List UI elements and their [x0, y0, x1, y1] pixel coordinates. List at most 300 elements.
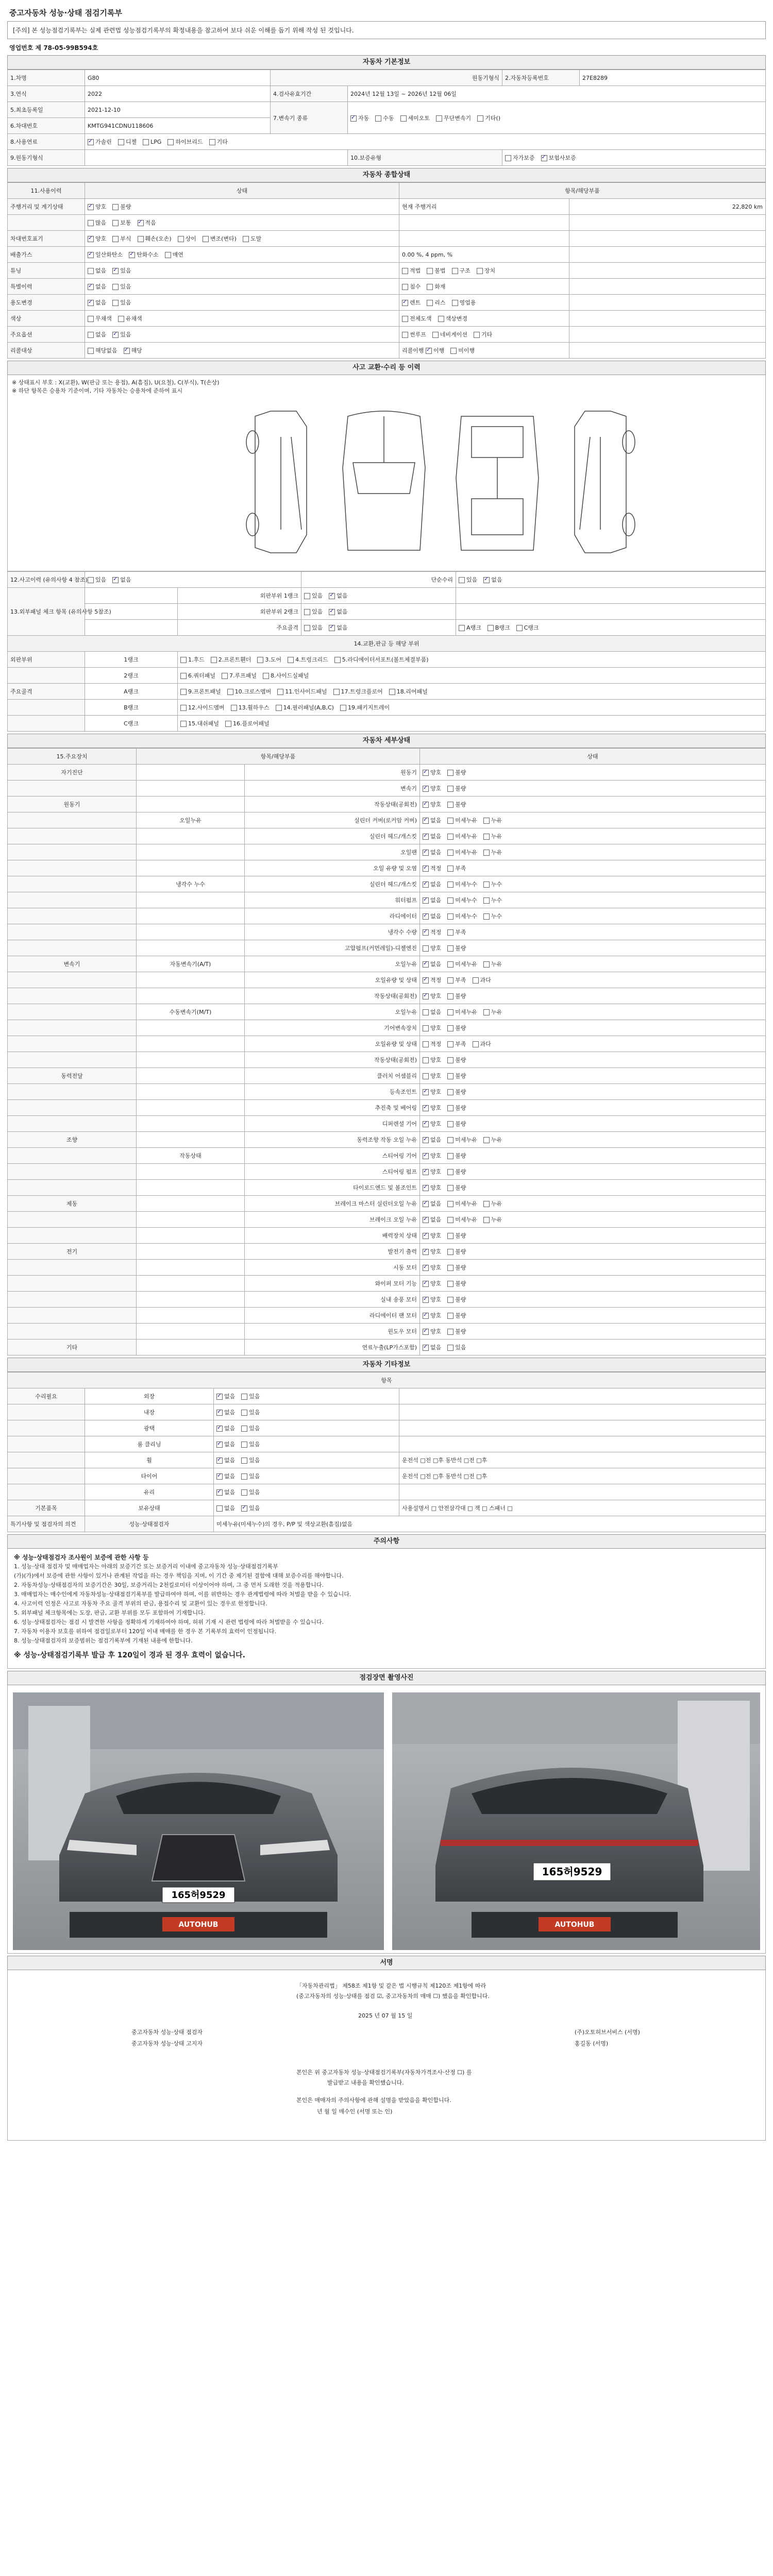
checkbox[interactable]: [423, 1345, 429, 1351]
checkbox[interactable]: [447, 834, 453, 840]
detail-state-option[interactable]: ✓ 없음: [423, 912, 441, 920]
checkbox[interactable]: [474, 332, 480, 338]
checkbox[interactable]: [423, 1169, 429, 1175]
checkbox[interactable]: [447, 1313, 453, 1319]
general-extra-option[interactable]: 색상변경: [438, 314, 468, 323]
general-option[interactable]: ✓ 적음: [138, 218, 156, 227]
transmission-options-option[interactable]: 무단변속기: [436, 114, 471, 122]
sign-buyer-fields[interactable]: 년 월 일 매수인 (서명 또는 인): [317, 2108, 393, 2115]
general-option[interactable]: 없음: [88, 266, 106, 275]
checkbox[interactable]: [423, 1105, 429, 1111]
detail-state-option[interactable]: 불량: [447, 1056, 466, 1064]
checkbox[interactable]: [241, 1489, 247, 1496]
checkbox[interactable]: [180, 657, 187, 663]
checkbox[interactable]: [473, 1041, 479, 1047]
checkbox[interactable]: [88, 268, 94, 274]
detail-state-option[interactable]: 불량: [447, 944, 466, 952]
checkbox[interactable]: [241, 1410, 247, 1416]
detail-state-option[interactable]: 누유: [483, 960, 502, 968]
checkbox[interactable]: [112, 300, 119, 306]
checkbox[interactable]: [447, 1233, 453, 1239]
checkbox[interactable]: [180, 689, 187, 695]
checkbox[interactable]: [241, 1473, 247, 1480]
other-state-option[interactable]: ✓ 없음: [216, 1456, 235, 1464]
checkbox[interactable]: [423, 1185, 429, 1191]
general-option[interactable]: 매연: [165, 250, 183, 259]
general-extra-option[interactable]: 썬루프: [402, 330, 426, 338]
other-state-option[interactable]: ✓ 없음: [216, 1392, 235, 1400]
general-option[interactable]: ✓ 있음: [112, 330, 131, 338]
general-extra-option[interactable]: 네비게이션: [432, 330, 467, 338]
general-extra-option[interactable]: 불법: [427, 266, 445, 275]
other-state-option[interactable]: 있음: [241, 1456, 260, 1464]
general-extra-option[interactable]: 적법: [402, 266, 421, 275]
detail-state-option[interactable]: 불량: [447, 1183, 466, 1192]
detail-state-option[interactable]: 불량: [447, 1024, 466, 1032]
detail-state-option[interactable]: 누수: [483, 896, 502, 904]
checkbox[interactable]: [447, 1201, 453, 1207]
checkbox[interactable]: [88, 204, 94, 210]
detail-state-option[interactable]: ✓ 양호: [423, 1327, 441, 1335]
detail-state-option[interactable]: ✓ 양호: [423, 992, 441, 1000]
detail-state-option[interactable]: 불량: [447, 784, 466, 792]
checkbox[interactable]: [436, 115, 442, 122]
checkbox[interactable]: [118, 139, 124, 145]
detail-state-option[interactable]: 미세누수: [447, 896, 477, 904]
other-state-option[interactable]: ✓ 없음: [216, 1472, 235, 1480]
general-option[interactable]: 불량: [112, 202, 131, 211]
detail-state-option[interactable]: ✓ 양호: [423, 768, 441, 776]
checkbox[interactable]: [447, 770, 453, 776]
checkbox[interactable]: [88, 316, 94, 322]
detail-state-option[interactable]: 불량: [447, 1311, 466, 1319]
detail-state-option[interactable]: 미세누유: [447, 832, 477, 840]
checkbox[interactable]: [447, 1185, 453, 1191]
detail-state-option[interactable]: 불량: [447, 1279, 466, 1287]
detail-state-option[interactable]: 누유: [483, 1199, 502, 1208]
detail-state-option[interactable]: 불량: [447, 1167, 466, 1176]
checkbox[interactable]: [426, 348, 432, 354]
general-option[interactable]: 많음: [88, 218, 106, 227]
other-state-option[interactable]: ✓ 없음: [216, 1408, 235, 1416]
checkbox[interactable]: [241, 1426, 247, 1432]
checkbox[interactable]: [216, 1426, 223, 1432]
checkbox[interactable]: [423, 1249, 429, 1255]
detail-state-option[interactable]: 불량: [447, 1327, 466, 1335]
simple-repair-option[interactable]: ✓ 없음: [483, 575, 502, 584]
checkbox[interactable]: [231, 705, 237, 711]
detail-state-option[interactable]: ✓ 없음: [423, 960, 441, 968]
checkbox[interactable]: [505, 155, 511, 161]
detail-state-option[interactable]: ✓ 양호: [423, 1263, 441, 1272]
checkbox[interactable]: [447, 1345, 453, 1351]
checkbox[interactable]: [483, 1217, 490, 1223]
checkbox[interactable]: [350, 115, 357, 122]
other-state-option[interactable]: 없음: [216, 1504, 235, 1512]
checkbox[interactable]: [423, 818, 429, 824]
general-option[interactable]: ✓ 양호: [88, 234, 106, 243]
detail-state-option[interactable]: 누유: [483, 1215, 502, 1224]
general-option[interactable]: 있음: [112, 298, 131, 307]
detail-state-option[interactable]: ✓ 양호: [423, 1183, 441, 1192]
sign-inspector-value[interactable]: (주)오토허브서비스 (서명): [575, 2029, 640, 2036]
checkbox[interactable]: [88, 332, 94, 338]
checkbox[interactable]: [541, 155, 547, 161]
detail-state-option[interactable]: 미세누유: [447, 1215, 477, 1224]
detail-state-option[interactable]: ✓ 양호: [423, 784, 441, 792]
checkbox[interactable]: [483, 818, 490, 824]
general-extra-option[interactable]: 화재: [427, 282, 445, 291]
detail-state-option[interactable]: ✓ 없음: [423, 880, 441, 888]
general-option[interactable]: 해당없음: [88, 346, 117, 354]
checkbox[interactable]: [88, 236, 94, 242]
detail-state-option[interactable]: ✓ 양호: [423, 1295, 441, 1303]
checkbox[interactable]: [423, 1217, 429, 1223]
checkbox[interactable]: [423, 929, 429, 936]
detail-state-option[interactable]: 미세누유: [447, 848, 477, 856]
general-option[interactable]: 유채색: [118, 314, 142, 323]
transmission-options-option[interactable]: ✓ 자동: [350, 114, 369, 122]
detail-state-option[interactable]: 있음: [447, 1343, 466, 1351]
checkbox[interactable]: [423, 1073, 429, 1079]
checkbox[interactable]: [447, 929, 453, 936]
checkbox[interactable]: [447, 913, 453, 920]
checkbox[interactable]: [423, 897, 429, 904]
warranty-type-options-option[interactable]: ✓ 보험사보증: [541, 154, 576, 162]
checkbox[interactable]: [423, 977, 429, 984]
general-option[interactable]: 부식: [112, 234, 131, 243]
detail-state-option[interactable]: 누유: [483, 1136, 502, 1144]
checkbox[interactable]: [112, 220, 119, 226]
general-option[interactable]: 도말: [243, 234, 261, 243]
checkbox[interactable]: [118, 316, 124, 322]
checkbox[interactable]: [483, 1201, 490, 1207]
general-extra2-option[interactable]: 구조: [452, 266, 470, 275]
detail-state-option[interactable]: 불량: [447, 992, 466, 1000]
general-option[interactable]: 상이: [178, 234, 196, 243]
checkbox[interactable]: [483, 897, 490, 904]
detail-state-option[interactable]: ✓ 양호: [423, 1247, 441, 1256]
detail-state-option[interactable]: 누유: [483, 832, 502, 840]
detail-state-option[interactable]: ✓ 양호: [423, 1104, 441, 1112]
checkbox[interactable]: [112, 268, 119, 274]
checkbox[interactable]: [263, 673, 269, 679]
other-state-option[interactable]: 있음: [241, 1440, 260, 1448]
detail-state-option[interactable]: ✓ 없음: [423, 1215, 441, 1224]
checkbox[interactable]: [423, 945, 429, 952]
detail-state-option[interactable]: ✓ 양호: [423, 1151, 441, 1160]
checkbox[interactable]: [423, 1025, 429, 1031]
checkbox[interactable]: [423, 1313, 429, 1319]
transmission-options-option[interactable]: 세미오토: [400, 114, 430, 122]
checkbox[interactable]: [447, 1249, 453, 1255]
detail-state-option[interactable]: 불량: [447, 1151, 466, 1160]
detail-state-option[interactable]: ✓ 없음: [423, 896, 441, 904]
checkbox[interactable]: [334, 657, 341, 663]
checkbox[interactable]: [423, 1153, 429, 1159]
checkbox[interactable]: [423, 834, 429, 840]
other-state-option[interactable]: 있음: [241, 1488, 260, 1496]
detail-state-option[interactable]: 누유: [483, 816, 502, 824]
checkbox[interactable]: [241, 1442, 247, 1448]
detail-state-option[interactable]: 미세누수: [447, 880, 477, 888]
checkbox[interactable]: [216, 1489, 223, 1496]
checkbox[interactable]: [423, 1297, 429, 1303]
detail-state-option[interactable]: 미세누수: [447, 912, 477, 920]
checkbox[interactable]: [402, 284, 408, 290]
detail-state-option[interactable]: 불량: [447, 1295, 466, 1303]
checkbox[interactable]: [483, 834, 490, 840]
checkbox[interactable]: [447, 1297, 453, 1303]
checkbox[interactable]: [483, 961, 490, 968]
checkbox[interactable]: [124, 348, 130, 354]
detail-state-option[interactable]: ✓ 없음: [423, 1136, 441, 1144]
checkbox[interactable]: [423, 961, 429, 968]
fuel-options-option[interactable]: ✓ 가솔린: [88, 138, 112, 146]
checkbox[interactable]: [276, 705, 282, 711]
general-extra2-option[interactable]: 장치: [477, 266, 495, 275]
checkbox[interactable]: [211, 657, 217, 663]
general-extra-option[interactable]: ✓이행: [426, 346, 444, 354]
checkbox[interactable]: [423, 1057, 429, 1063]
detail-state-option[interactable]: 불량: [447, 1088, 466, 1096]
detail-state-option[interactable]: 불량: [447, 1072, 466, 1080]
detail-state-option[interactable]: ✓ 적정: [423, 976, 441, 984]
general-extra-option[interactable]: 침수: [402, 282, 421, 291]
checkbox[interactable]: [222, 673, 228, 679]
general-extra-option[interactable]: 기타: [474, 330, 492, 338]
checkbox[interactable]: [447, 1281, 453, 1287]
checkbox[interactable]: [129, 252, 135, 258]
detail-state-option[interactable]: 불량: [447, 1263, 466, 1272]
detail-state-option[interactable]: ✓ 없음: [423, 1343, 441, 1351]
checkbox[interactable]: [459, 577, 465, 583]
detail-state-option[interactable]: 과다: [473, 976, 491, 984]
checkbox[interactable]: [400, 115, 407, 122]
simple-repair-option[interactable]: 있음: [459, 575, 477, 584]
general-option[interactable]: ✓ 탄화수소: [129, 250, 159, 259]
checkbox[interactable]: [423, 1329, 429, 1335]
checkbox[interactable]: [423, 882, 429, 888]
checkbox[interactable]: [423, 1041, 429, 1047]
checkbox[interactable]: [423, 850, 429, 856]
checkbox[interactable]: [375, 115, 381, 122]
general-extra-option[interactable]: ✓ 렌트: [402, 298, 421, 307]
general-option[interactable]: 훼손(오손): [138, 234, 172, 243]
checkbox[interactable]: [423, 786, 429, 792]
detail-state-option[interactable]: 양호: [423, 944, 441, 952]
detail-state-option[interactable]: ✓ 없음: [423, 832, 441, 840]
checkbox[interactable]: [333, 689, 340, 695]
checkbox[interactable]: [180, 721, 187, 727]
checkbox[interactable]: [483, 882, 490, 888]
checkbox[interactable]: [423, 1121, 429, 1127]
checkbox[interactable]: [423, 770, 429, 776]
checkbox[interactable]: [216, 1442, 223, 1448]
checkbox[interactable]: [216, 1473, 223, 1480]
detail-state-option[interactable]: 불량: [447, 800, 466, 808]
detail-state-option[interactable]: 누유: [483, 848, 502, 856]
checkbox[interactable]: [447, 1089, 453, 1095]
checkbox[interactable]: [423, 1233, 429, 1239]
checkbox[interactable]: [447, 1041, 453, 1047]
checkbox[interactable]: [203, 236, 209, 242]
checkbox[interactable]: [241, 1505, 247, 1512]
checkbox[interactable]: [227, 689, 233, 695]
checkbox[interactable]: [112, 332, 119, 338]
fuel-options-option[interactable]: 하이브리드: [167, 138, 203, 146]
other-state-option[interactable]: ✓ 없음: [216, 1440, 235, 1448]
checkbox[interactable]: [447, 1009, 453, 1015]
detail-state-option[interactable]: ✓ 양호: [423, 1120, 441, 1128]
checkbox[interactable]: [447, 802, 453, 808]
checkbox[interactable]: [477, 115, 483, 122]
checkbox[interactable]: [447, 1153, 453, 1159]
checkbox[interactable]: [241, 1394, 247, 1400]
checkbox[interactable]: [88, 577, 94, 583]
detail-state-option[interactable]: ✓ 양호: [423, 1311, 441, 1319]
checkbox[interactable]: [423, 1281, 429, 1287]
transmission-options-option[interactable]: 기타(): [477, 114, 500, 122]
general-extra-option[interactable]: 미이행: [450, 346, 475, 354]
checkbox[interactable]: [423, 1201, 429, 1207]
checkbox[interactable]: [447, 1265, 453, 1271]
checkbox[interactable]: [447, 961, 453, 968]
detail-state-option[interactable]: 불량: [447, 768, 466, 776]
detail-state-option[interactable]: 미세누유: [447, 1008, 477, 1016]
detail-state-option[interactable]: ✓ 양호: [423, 1088, 441, 1096]
checkbox[interactable]: [165, 252, 171, 258]
checkbox[interactable]: [423, 1009, 429, 1015]
general-option[interactable]: 보통: [112, 218, 131, 227]
detail-state-option[interactable]: 양호: [423, 1056, 441, 1064]
checkbox[interactable]: [288, 657, 294, 663]
checkbox[interactable]: [447, 866, 453, 872]
fuel-options-option[interactable]: 기타: [209, 138, 228, 146]
other-state-option[interactable]: ✓ 있음: [241, 1504, 260, 1512]
detail-state-option[interactable]: 누유: [483, 1008, 502, 1016]
checkbox[interactable]: [447, 945, 453, 952]
checkbox[interactable]: [427, 300, 433, 306]
checkbox[interactable]: [88, 252, 94, 258]
checkbox[interactable]: [483, 850, 490, 856]
warranty-type-options-option[interactable]: 자가보증: [505, 154, 535, 162]
detail-state-option[interactable]: 불량: [447, 1247, 466, 1256]
detail-state-option[interactable]: 누수: [483, 912, 502, 920]
checkbox[interactable]: [447, 1121, 453, 1127]
general-option[interactable]: ✓ 일산화탄소: [88, 250, 123, 259]
general-option[interactable]: ✓ 있음: [112, 266, 131, 275]
checkbox[interactable]: [447, 1105, 453, 1111]
checkbox[interactable]: [340, 705, 346, 711]
checkbox[interactable]: [402, 332, 408, 338]
checkbox[interactable]: [447, 1217, 453, 1223]
detail-state-option[interactable]: 미세누유: [447, 1199, 477, 1208]
other-state-option[interactable]: 있음: [241, 1472, 260, 1480]
other-state-option[interactable]: ✓ 없음: [216, 1424, 235, 1432]
checkbox[interactable]: [88, 284, 94, 290]
checkbox[interactable]: [216, 1458, 223, 1464]
accident-history-options-option[interactable]: ✓ 없음: [112, 575, 131, 584]
checkbox[interactable]: [427, 268, 433, 274]
checkbox[interactable]: [402, 316, 408, 322]
other-state-option[interactable]: 있음: [241, 1424, 260, 1432]
general-option[interactable]: 변조(변타): [203, 234, 237, 243]
other-state-option[interactable]: ✓ 없음: [216, 1488, 235, 1496]
checkbox[interactable]: [180, 705, 187, 711]
checkbox[interactable]: [473, 977, 479, 984]
checkbox[interactable]: [389, 689, 395, 695]
checkbox[interactable]: [447, 786, 453, 792]
checkbox[interactable]: [450, 348, 457, 354]
detail-state-option[interactable]: 부족: [447, 864, 466, 872]
checkbox[interactable]: [452, 268, 458, 274]
checkbox[interactable]: [138, 220, 144, 226]
checkbox[interactable]: [180, 673, 187, 679]
checkbox[interactable]: [423, 866, 429, 872]
general-extra-option[interactable]: 리스: [427, 298, 445, 307]
detail-state-option[interactable]: 부족: [447, 976, 466, 984]
general-option[interactable]: 있음: [112, 282, 131, 291]
checkbox[interactable]: [112, 236, 119, 242]
checkbox[interactable]: [438, 316, 444, 322]
checkbox[interactable]: [447, 897, 453, 904]
checkbox[interactable]: [447, 1169, 453, 1175]
checkbox[interactable]: [423, 1265, 429, 1271]
general-option[interactable]: ✓ 양호: [88, 202, 106, 211]
checkbox[interactable]: [88, 220, 94, 226]
detail-state-option[interactable]: ✓ 적정: [423, 864, 441, 872]
sign-notifier-value[interactable]: 홍길동 (서명): [575, 2040, 609, 2047]
detail-state-option[interactable]: 과다: [473, 1040, 491, 1048]
other-state-option[interactable]: 있음: [241, 1392, 260, 1400]
checkbox[interactable]: [447, 1057, 453, 1063]
checkbox[interactable]: [112, 577, 119, 583]
detail-state-option[interactable]: ✓ 양호: [423, 1279, 441, 1287]
checkbox[interactable]: [477, 268, 483, 274]
checkbox[interactable]: [447, 882, 453, 888]
checkbox[interactable]: [423, 802, 429, 808]
checkbox[interactable]: [88, 300, 94, 306]
checkbox[interactable]: [447, 1025, 453, 1031]
checkbox[interactable]: [178, 236, 184, 242]
detail-state-option[interactable]: 미세누유: [447, 816, 477, 824]
detail-state-option[interactable]: 부족: [447, 1040, 466, 1048]
fuel-options-option[interactable]: LPG: [143, 139, 161, 145]
checkbox[interactable]: [447, 1329, 453, 1335]
transmission-options-option[interactable]: 수동: [375, 114, 394, 122]
general-option[interactable]: ✓ 없음: [88, 282, 106, 291]
detail-state-option[interactable]: 없음: [423, 1008, 441, 1016]
checkbox[interactable]: [447, 1073, 453, 1079]
detail-state-option[interactable]: 불량: [447, 1120, 466, 1128]
checkbox[interactable]: [88, 348, 94, 354]
checkbox[interactable]: [447, 1137, 453, 1143]
accident-history-options-option[interactable]: 있음: [88, 575, 106, 584]
checkbox[interactable]: [216, 1394, 223, 1400]
checkbox[interactable]: [225, 721, 231, 727]
general-extra-option[interactable]: 전체도색: [402, 314, 432, 323]
detail-state-option[interactable]: 미세누유: [447, 1136, 477, 1144]
checkbox[interactable]: [209, 139, 215, 145]
checkbox[interactable]: [216, 1505, 223, 1512]
detail-state-option[interactable]: 적정: [423, 1040, 441, 1048]
detail-state-option[interactable]: 누수: [483, 880, 502, 888]
checkbox[interactable]: [447, 993, 453, 999]
checkbox[interactable]: [423, 1137, 429, 1143]
checkbox[interactable]: [143, 139, 149, 145]
checkbox[interactable]: [241, 1458, 247, 1464]
